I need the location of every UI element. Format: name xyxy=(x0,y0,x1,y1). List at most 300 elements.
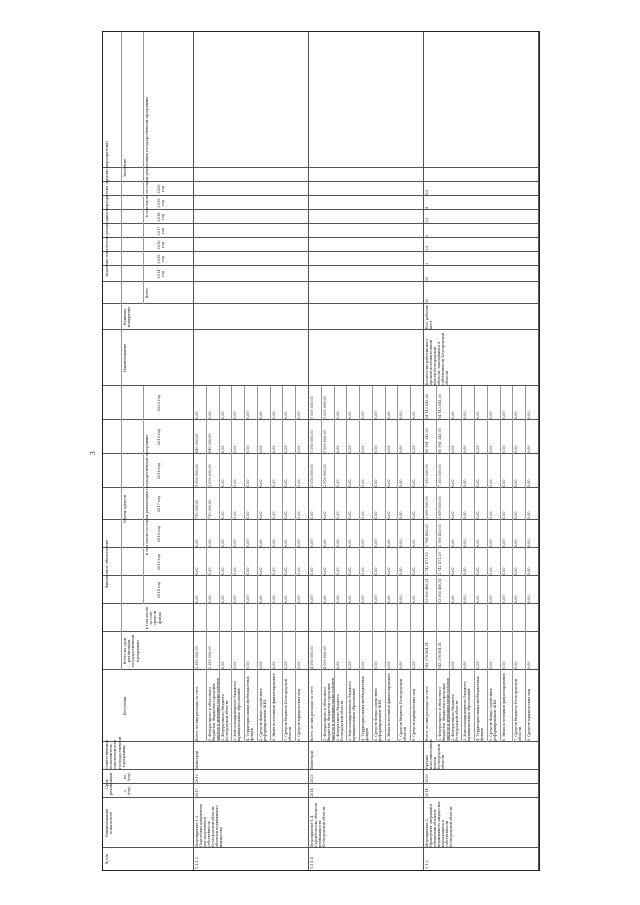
year-value: 0,00 xyxy=(476,595,481,603)
header-divider xyxy=(193,32,194,870)
year-value: 0,00 xyxy=(297,595,302,603)
year-value: 0,00 xyxy=(412,511,417,519)
column-divider xyxy=(103,167,539,168)
header-year: 2019 год xyxy=(157,428,161,446)
year-value: 0,00 xyxy=(233,445,238,453)
year-value: 0,00 xyxy=(258,511,263,519)
total-value: 0,00 xyxy=(386,661,391,669)
row-number: 1.1.1.4 xyxy=(310,857,314,869)
year-value: 0,00 xyxy=(450,445,455,453)
header-subdivider xyxy=(143,32,144,304)
year-value: 0,00 xyxy=(284,595,289,603)
header-ind-total: Всего xyxy=(145,287,149,299)
year-value: 0,00 xyxy=(514,567,519,575)
year-value: 0,00 xyxy=(476,511,481,519)
year-value: 0,00 xyxy=(297,411,302,419)
source-label: 6. Иных источников финансирования xyxy=(386,673,391,741)
indicator-year-value: 3 xyxy=(425,262,429,265)
source-label: 8. Средств юридических лиц xyxy=(297,689,302,741)
year-value: 0,00 xyxy=(373,595,378,603)
source-divider xyxy=(334,386,335,742)
source-divider xyxy=(397,386,398,742)
header-ind-values: Значение xyxy=(123,158,127,178)
year-value: 0,00 xyxy=(373,539,378,547)
year-value: 1 000 000,00 xyxy=(322,430,327,453)
source-label: 4. Территориальных внебюджетных фондов xyxy=(361,676,370,741)
header-ind-unit: Единица измерения xyxy=(123,306,132,328)
source-label: 1. Федерального и областного бюджетов, бюджетов городских округов и муниципальных районов xyxy=(207,678,220,741)
source-divider xyxy=(270,386,271,742)
source-label: 2. Федерального бюджета Белгородской области xyxy=(450,694,459,741)
column-divider xyxy=(103,195,539,196)
year-value: 0,00 xyxy=(297,511,302,519)
source-divider xyxy=(219,386,220,742)
year-value: 710 000,00 xyxy=(195,499,199,519)
header-year: 2016 год xyxy=(157,525,161,543)
year-value: 3 899 000,00 xyxy=(437,496,442,519)
row-end: 2020 xyxy=(310,774,314,783)
year-value: 0,00 xyxy=(386,511,391,519)
header-source: Источник xyxy=(123,696,127,716)
total-value: 0,00 xyxy=(335,661,340,669)
year-value: 0,00 xyxy=(297,479,302,487)
row-responsible: Органы исполнительной власти Белгородской области xyxy=(425,739,445,769)
year-value: 0,00 xyxy=(271,445,276,453)
year-value: 0,00 xyxy=(450,567,455,575)
year-value: 0,00 xyxy=(476,479,481,487)
year-value: 0,00 xyxy=(297,445,302,453)
row-divider xyxy=(538,32,539,870)
header-ind-by-year: в том числе по годам реализации государственной программы xyxy=(145,96,149,218)
year-value: 0,00 xyxy=(514,479,519,487)
year-value: 2 000 000,00 xyxy=(322,464,327,487)
year-value: 0,00 xyxy=(501,539,506,547)
source-divider xyxy=(512,386,513,742)
year-value: 0,00 xyxy=(233,411,238,419)
year-value: 0,00 xyxy=(501,411,506,419)
year-value: 0,00 xyxy=(501,567,506,575)
year-value: 640 000,00 xyxy=(195,433,199,453)
header-year: 2015 год xyxy=(157,553,161,571)
year-value: 2 766 403,00 xyxy=(425,524,429,547)
year-value: 1 000 000,00 xyxy=(310,430,314,453)
source-divider xyxy=(372,386,373,742)
source-divider xyxy=(461,386,462,742)
source-label: 5. Средств Фонда содействия реформированию ЖКХ xyxy=(373,688,382,741)
source-label: 4. Территориальных внебюджетных фондов xyxy=(476,676,485,741)
year-value: 0,00 xyxy=(412,411,417,419)
row-number: 1.1.1.3 xyxy=(195,857,199,869)
year-value: 0,00 xyxy=(335,411,340,419)
year-value: 2 742 471,29 xyxy=(425,552,429,575)
source-divider xyxy=(359,386,360,742)
year-value: 7 393 000,00 xyxy=(425,464,429,487)
row-name: Мероприятие 1.3. Подготовка документов для получения в собственность Белгородской области объектов недвижимого имущества xyxy=(195,804,223,847)
year-value: 0,00 xyxy=(386,595,391,603)
year-value: 0,00 xyxy=(258,411,263,419)
year-value: 0,00 xyxy=(220,445,225,453)
header-by-year: Объем средств xyxy=(123,494,127,524)
year-value: 0,00 xyxy=(348,511,353,519)
header-period: Срок реализации xyxy=(105,772,114,796)
source-divider xyxy=(244,386,245,742)
column-divider xyxy=(103,847,539,848)
year-value: 0,00 xyxy=(399,479,404,487)
year-value: 0,00 xyxy=(476,445,481,453)
year-value: 0,00 xyxy=(271,539,276,547)
year-value: 710 000,00 xyxy=(207,499,212,519)
year-value: 0,00 xyxy=(258,479,263,487)
year-value: 0,00 xyxy=(373,567,378,575)
indicator-unit: Кол. рабочих мест xyxy=(425,305,433,329)
year-value: 0,00 xyxy=(463,567,468,575)
header-ind-year: 2018 год xyxy=(157,212,166,222)
year-value: 0,00 xyxy=(476,539,481,547)
year-value: 54 143 843,00 xyxy=(425,394,429,419)
year-value: 1 000 000,00 xyxy=(322,396,327,419)
row-name: Мероприятие 2. Проведение операций в отношении объектов недвижимого имущества, находящихся в собственности Белгородской области xyxy=(425,800,453,847)
year-value: 0,00 xyxy=(361,411,366,419)
source-label: 1. Федерального и областного бюджетов, бюджетов городских округов и муниципальных районов xyxy=(322,678,335,741)
total-value: 0,00 xyxy=(488,661,493,669)
year-value: 0,00 xyxy=(246,567,251,575)
year-value: 0,00 xyxy=(527,411,532,419)
header-subdivider xyxy=(143,386,144,604)
source-divider xyxy=(500,386,501,742)
year-value: 0,00 xyxy=(258,445,263,453)
source-label: 2. Федерального бюджета Белгородской области xyxy=(220,694,229,741)
row-responsible: Минстрой xyxy=(310,750,314,769)
total-value: 0,00 xyxy=(463,661,468,669)
year-value: 0,00 xyxy=(297,567,302,575)
year-value: 0,00 xyxy=(271,411,276,419)
year-value: 0,00 xyxy=(501,445,506,453)
source-label: 8. Средств юридических лиц xyxy=(412,689,417,741)
year-value: 0,00 xyxy=(246,595,251,603)
year-value: 0,00 xyxy=(220,511,225,519)
indicator-total xyxy=(195,283,204,303)
year-value: 2 766 403,00 xyxy=(437,524,442,547)
indicator-year-value: 3,5 xyxy=(425,217,429,223)
indicator-year-value: 10 xyxy=(425,276,429,281)
year-value: 0,00 xyxy=(220,595,225,603)
year-value: 0,00 xyxy=(297,539,302,547)
year-value: 0,00 xyxy=(322,595,327,603)
indicator-name xyxy=(195,331,306,385)
year-value: 0,00 xyxy=(220,567,225,575)
year-value: 0,00 xyxy=(501,511,506,519)
year-value: 0,00 xyxy=(271,567,276,575)
total-value: 2 350 000,00 xyxy=(207,646,212,669)
year-value: 0,00 xyxy=(450,595,455,603)
year-value: 0,00 xyxy=(527,445,532,453)
source-label: 6. Иных источников финансирования xyxy=(501,673,506,741)
year-value: 0,00 xyxy=(220,539,225,547)
year-value: 3 899 000,00 xyxy=(425,496,429,519)
source-divider xyxy=(282,386,283,742)
total-value: 0,00 xyxy=(297,661,302,669)
row-end: 2019 xyxy=(195,774,199,783)
year-value: 0,00 xyxy=(271,511,276,519)
year-value: 0,00 xyxy=(450,479,455,487)
source-divider xyxy=(231,386,232,742)
header-indicators: Значения показателя реализации мероприятия (группы мероприятий) xyxy=(105,141,109,277)
year-value: 0,00 xyxy=(207,567,212,575)
row-start: 2017 xyxy=(195,788,199,797)
header-by-year-sub: в том числе по годам реализации государственной программы xyxy=(145,434,149,556)
year-value: 0,00 xyxy=(386,479,391,487)
year-value: 0,00 xyxy=(195,411,199,419)
indicator-name xyxy=(310,331,421,385)
header-ind-year: 2015 год xyxy=(157,254,166,264)
year-value: 0,00 xyxy=(207,411,212,419)
year-value: 0,00 xyxy=(348,539,353,547)
year-value: 2 742 471,29 xyxy=(437,552,442,575)
header-year: 2018 год xyxy=(157,462,161,480)
year-value: 0,00 xyxy=(488,511,493,519)
year-value: 640 000,00 xyxy=(207,433,212,453)
year-value: 0,00 xyxy=(488,479,493,487)
year-value: 0,00 xyxy=(310,511,314,519)
year-value: 0,00 xyxy=(220,411,225,419)
total-value: 0,00 xyxy=(412,661,417,669)
indicator-total xyxy=(310,283,319,303)
column-divider xyxy=(103,329,539,330)
source-divider xyxy=(206,386,207,742)
year-value: 0,00 xyxy=(450,539,455,547)
row-start: 2014 xyxy=(310,788,314,797)
year-value: 0,00 xyxy=(514,445,519,453)
source-divider xyxy=(487,386,488,742)
header-responsible: Ответственный исполнитель, соисполнители государственной программы xyxy=(105,736,126,769)
year-value: 0,00 xyxy=(271,595,276,603)
total-value: 145 376 864,51 xyxy=(437,642,442,669)
row-end: 2020 xyxy=(425,774,429,783)
year-value: 0,00 xyxy=(361,595,366,603)
indicator-total: 20 xyxy=(425,298,429,303)
year-value: 0,00 xyxy=(514,595,519,603)
year-value: 0,00 xyxy=(412,445,417,453)
year-value: 0,00 xyxy=(335,479,340,487)
year-value: 0,00 xyxy=(386,411,391,419)
year-value: 0,00 xyxy=(501,595,506,603)
year-value: 0,00 xyxy=(463,411,468,419)
total-value: 0,00 xyxy=(271,661,276,669)
year-value: 0,00 xyxy=(501,479,506,487)
header-ind-year: 2019 год xyxy=(157,198,166,208)
year-value: 0,00 xyxy=(412,479,417,487)
total-value: 0,00 xyxy=(348,661,353,669)
year-value: 0,00 xyxy=(310,539,314,547)
year-value: 0,00 xyxy=(335,445,340,453)
year-value: 0,00 xyxy=(463,445,468,453)
year-value: 0,00 xyxy=(488,567,493,575)
year-value: 0,00 xyxy=(322,511,327,519)
year-value: 0,00 xyxy=(335,567,340,575)
year-value: 0,00 xyxy=(399,511,404,519)
year-value: 13 560 486,51 xyxy=(437,578,442,603)
total-value: 0,00 xyxy=(450,661,455,669)
year-value: 0,00 xyxy=(399,445,404,453)
year-value: 0,00 xyxy=(195,567,199,575)
year-value: 0,00 xyxy=(527,479,532,487)
year-value: 1 000 000,00 xyxy=(310,396,314,419)
year-value: 0,00 xyxy=(322,567,327,575)
total-value: 0,00 xyxy=(258,661,263,669)
total-value: 0,00 xyxy=(220,661,225,669)
year-value: 0,00 xyxy=(463,511,468,519)
year-value: 0,00 xyxy=(463,595,468,603)
source-label: 5. Средств Фонда содействия реформированию ЖКХ xyxy=(258,688,267,741)
year-value: 0,00 xyxy=(386,567,391,575)
year-value: 0,00 xyxy=(488,595,493,603)
year-value: 0,00 xyxy=(450,411,455,419)
source-label: 7. Средств бюджета Белгородской области xyxy=(399,678,408,741)
indicator-year-value: 3 xyxy=(425,234,429,237)
year-value: 0,00 xyxy=(310,567,314,575)
source-label: 2. Федерального бюджета Белгородской области xyxy=(335,694,344,741)
total-value: 2 350 000,00 xyxy=(195,646,199,669)
year-value: 0,00 xyxy=(284,411,289,419)
column-divider xyxy=(103,251,539,252)
year-value: 0,00 xyxy=(373,411,378,419)
year-value: 1 000 000,00 xyxy=(207,464,212,487)
header-ind-year: 2014 год xyxy=(157,269,166,279)
year-value: 1 000 000,00 xyxy=(195,464,199,487)
total-value: 0,00 xyxy=(373,661,378,669)
header-year: 2017 год xyxy=(157,495,161,513)
year-value: 0,00 xyxy=(514,539,519,547)
year-value: 0,00 xyxy=(284,479,289,487)
year-value: 0,00 xyxy=(195,539,199,547)
year-value: 0,00 xyxy=(195,595,199,603)
year-value: 60 961 343,00 xyxy=(425,428,429,453)
year-value: 0,00 xyxy=(258,539,263,547)
total-value: 0,00 xyxy=(501,661,506,669)
year-value: 0,00 xyxy=(246,511,251,519)
source-divider xyxy=(295,386,296,742)
year-value: 0,00 xyxy=(399,567,404,575)
year-value: 0,00 xyxy=(246,445,251,453)
column-divider xyxy=(103,265,539,266)
source-label: 3. Консолидированного бюджета муниципальных образований xyxy=(463,681,472,741)
indicator-year-value: 4 xyxy=(425,206,429,209)
year-value: 0,00 xyxy=(258,595,263,603)
year-value: 13 560 486,51 xyxy=(425,578,429,603)
total-value: 0,00 xyxy=(527,661,532,669)
year-value: 0,00 xyxy=(361,567,366,575)
source-divider xyxy=(525,386,526,742)
year-value: 0,00 xyxy=(373,511,378,519)
year-value: 0,00 xyxy=(207,539,212,547)
source-divider xyxy=(346,386,347,742)
year-value: 0,00 xyxy=(233,511,238,519)
header-num: № п/п xyxy=(105,853,109,865)
year-value: 0,00 xyxy=(233,595,238,603)
indicator-unit xyxy=(310,305,421,329)
year-value: 0,00 xyxy=(373,445,378,453)
year-value: 0,00 xyxy=(514,411,519,419)
year-value: 0,00 xyxy=(246,539,251,547)
source-label: 5. Средств Фонда содействия реформированию ЖКХ xyxy=(488,688,497,741)
total-value: 0,00 xyxy=(246,661,251,669)
source-label: 3. Консолидированного бюджета муниципальных образований xyxy=(348,681,357,741)
source-label: 4. Территориальных внебюджетных фондов xyxy=(246,676,255,741)
source-divider xyxy=(436,386,437,742)
program-table xyxy=(102,31,540,871)
year-value: 0,00 xyxy=(284,445,289,453)
row-number: 1.1.2 xyxy=(425,860,429,869)
year-value: 0,00 xyxy=(361,539,366,547)
total-value: 0,00 xyxy=(284,661,289,669)
indicator-name: Количество рабочих мест органов исполнительной власти Белгородской области, находящихся в собственности Белгородской области xyxy=(425,332,449,385)
year-value: 0,00 xyxy=(233,567,238,575)
year-value: 0,00 xyxy=(386,539,391,547)
year-value: 0,00 xyxy=(488,445,493,453)
header-name: Наименование показателя xyxy=(105,808,114,838)
year-value: 0,00 xyxy=(348,445,353,453)
header-period-end: по (год) xyxy=(123,772,132,782)
year-value: 0,00 xyxy=(335,511,340,519)
row-name: Мероприятие 1.4. Строительство объектов недвижимости Белгородской области xyxy=(310,803,326,847)
header-period-start: с (год) xyxy=(123,786,132,796)
year-value: 0,00 xyxy=(361,479,366,487)
total-value: 0,00 xyxy=(514,661,519,669)
column-divider xyxy=(103,797,539,798)
year-value: 0,00 xyxy=(463,539,468,547)
year-value: 0,00 xyxy=(399,595,404,603)
year-value: 0,00 xyxy=(399,539,404,547)
header-ind-year: 2016 год xyxy=(157,240,166,250)
header-ind-year: 2017 год xyxy=(157,226,166,236)
total-value: 0,00 xyxy=(233,661,238,669)
source-divider xyxy=(385,386,386,742)
indicator-year-value: 6,5 xyxy=(425,189,429,195)
header-ind-name: Наименование xyxy=(123,343,127,373)
year-value: 54 143 843,00 xyxy=(437,394,442,419)
column-divider xyxy=(103,181,539,182)
column-divider xyxy=(103,783,539,784)
total-value: 0,00 xyxy=(361,661,366,669)
year-value: 0,00 xyxy=(220,479,225,487)
page-number: 3 xyxy=(90,451,97,455)
year-value: 0,00 xyxy=(284,539,289,547)
source-divider xyxy=(474,386,475,742)
year-value: 0,00 xyxy=(348,411,353,419)
source-label: 8. Средств юридических лиц xyxy=(527,689,532,741)
year-value: 0,00 xyxy=(246,411,251,419)
source-label: Всего, из них расходы за счет: xyxy=(425,685,429,741)
column-divider xyxy=(103,303,539,304)
total-value: 145 376 864,51 xyxy=(425,642,429,669)
year-value: 2 000 000,00 xyxy=(310,464,314,487)
year-value: 0,00 xyxy=(527,595,532,603)
year-value: 0,00 xyxy=(463,479,468,487)
year-value: 0,00 xyxy=(335,539,340,547)
year-value: 0,00 xyxy=(373,479,378,487)
source-label: 6. Иных источников финансирования xyxy=(271,673,276,741)
column-divider xyxy=(103,209,539,210)
header-incl-fund: в том числе за счет средств фонда xyxy=(145,606,162,630)
year-value: 0,00 xyxy=(476,411,481,419)
source-label: 3. Консолидированного бюджета муниципальных образований xyxy=(233,681,242,741)
year-value: 0,00 xyxy=(310,595,314,603)
year-value: 0,00 xyxy=(246,479,251,487)
total-value: 0,00 xyxy=(476,661,481,669)
year-value: 0,00 xyxy=(527,511,532,519)
header-subdivider xyxy=(121,32,122,386)
year-value: 0,00 xyxy=(476,567,481,575)
